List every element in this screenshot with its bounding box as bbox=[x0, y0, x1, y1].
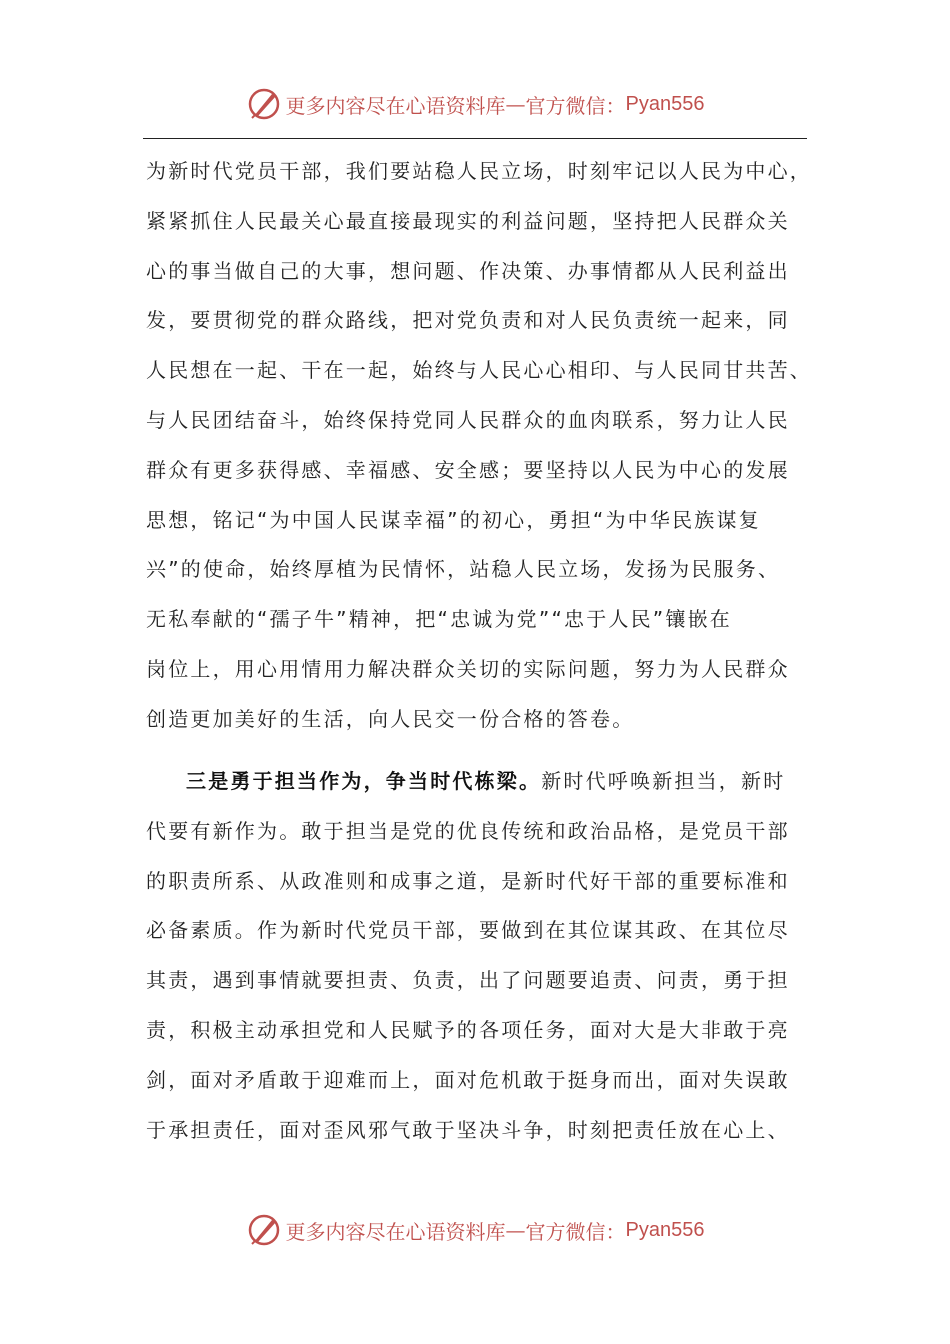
text-line: 为新时代党员干部，我们要站稳人民立场，时刻牢记以人民为中心， bbox=[146, 159, 812, 183]
footer-separator: — bbox=[505, 1218, 526, 1242]
quill-logo-icon bbox=[246, 86, 282, 122]
paragraph-1 bbox=[146, 147, 812, 745]
text-line: 必备素质。作为新时代党员干部，要做到在其位谋其政、在其位尽 bbox=[146, 918, 790, 943]
text-line: 无私奉献的“孺子牛”精神，把“忠诚为党”“忠于人民”镶嵌在 bbox=[146, 607, 732, 632]
text-line: 其责，遇到事情就要担责、负责，出了问题要追责、问责，勇于担 bbox=[146, 968, 790, 993]
paragraph-2-first-rest: 新时代呼唤新担当，新时 bbox=[541, 769, 786, 793]
header-divider bbox=[143, 138, 807, 139]
paragraph-2 bbox=[146, 757, 806, 1155]
header-wechat-id: Pyan556 bbox=[625, 92, 705, 115]
header-separator: — bbox=[505, 92, 526, 116]
text-line: 的职责所系、从政准则和成事之道，是新时代好干部的重要标准和 bbox=[146, 868, 790, 893]
quill-logo-icon bbox=[246, 1212, 282, 1248]
footer-banner-text: 更多内容尽在心语资料库 bbox=[285, 1219, 506, 1244]
header-banner bbox=[0, 84, 950, 124]
text-line: 发，要贯彻党的群众路线，把对党负责和对人民负责统一起来，同 bbox=[146, 308, 790, 333]
text-line: 心的事当做自己的大事，想问题、作决策、办事情都从人民利益出 bbox=[146, 258, 790, 283]
footer-banner bbox=[0, 1210, 950, 1250]
header-wechat-label: 官方微信： bbox=[525, 93, 626, 118]
text-line: 兴”的使命，始终厚植为民情怀，站稳人民立场，发扬为民服务、 bbox=[146, 557, 781, 582]
footer-wechat-id: Pyan556 bbox=[625, 1218, 705, 1241]
text-line: 责，积极主动承担党和人民赋予的各项任务，面对大是大非敢于亮 bbox=[146, 1017, 790, 1042]
paragraph-heading: 三是勇于担当作为，争当时代栋梁。 bbox=[186, 769, 542, 793]
header-banner-text: 更多内容尽在心语资料库 bbox=[285, 93, 506, 118]
text-line: 人民想在一起、干在一起，始终与人民心心相印、与人民同甘共苦、 bbox=[146, 358, 812, 383]
text-line: 紧紧抓住人民最关心最直接最现实的利益问题，坚持把人民群众关 bbox=[146, 208, 790, 233]
paragraph-2-first-line bbox=[146, 757, 806, 807]
text-line: 岗位上，用心用情用力解决群众关切的实际问题，努力为人民群众 bbox=[146, 656, 790, 681]
text-line: 剑，面对矛盾敢于迎难而上，面对危机敢于挺身而出，面对失误敢 bbox=[146, 1067, 790, 1092]
text-line: 群众有更多获得感、幸福感、安全感；要坚持以人民为中心的发展 bbox=[146, 457, 790, 482]
text-line: 与人民团结奋斗，始终保持党同人民群众的血肉联系，努力让人民 bbox=[146, 407, 790, 432]
text-line: 代要有新作为。敢于担当是党的优良传统和政治品格，是党员干部 bbox=[146, 818, 790, 843]
text-line: 于承担责任，面对歪风邪气敢于坚决斗争，时刻把责任放在心上、 bbox=[146, 1117, 790, 1142]
footer-wechat-label: 官方微信： bbox=[525, 1219, 626, 1244]
text-line: 思想，铭记“为中国人民谋幸福”的初心，勇担“为中华民族谋复 bbox=[146, 507, 761, 532]
text-line: 创造更加美好的生活，向人民交一份合格的答卷。 bbox=[146, 706, 635, 731]
